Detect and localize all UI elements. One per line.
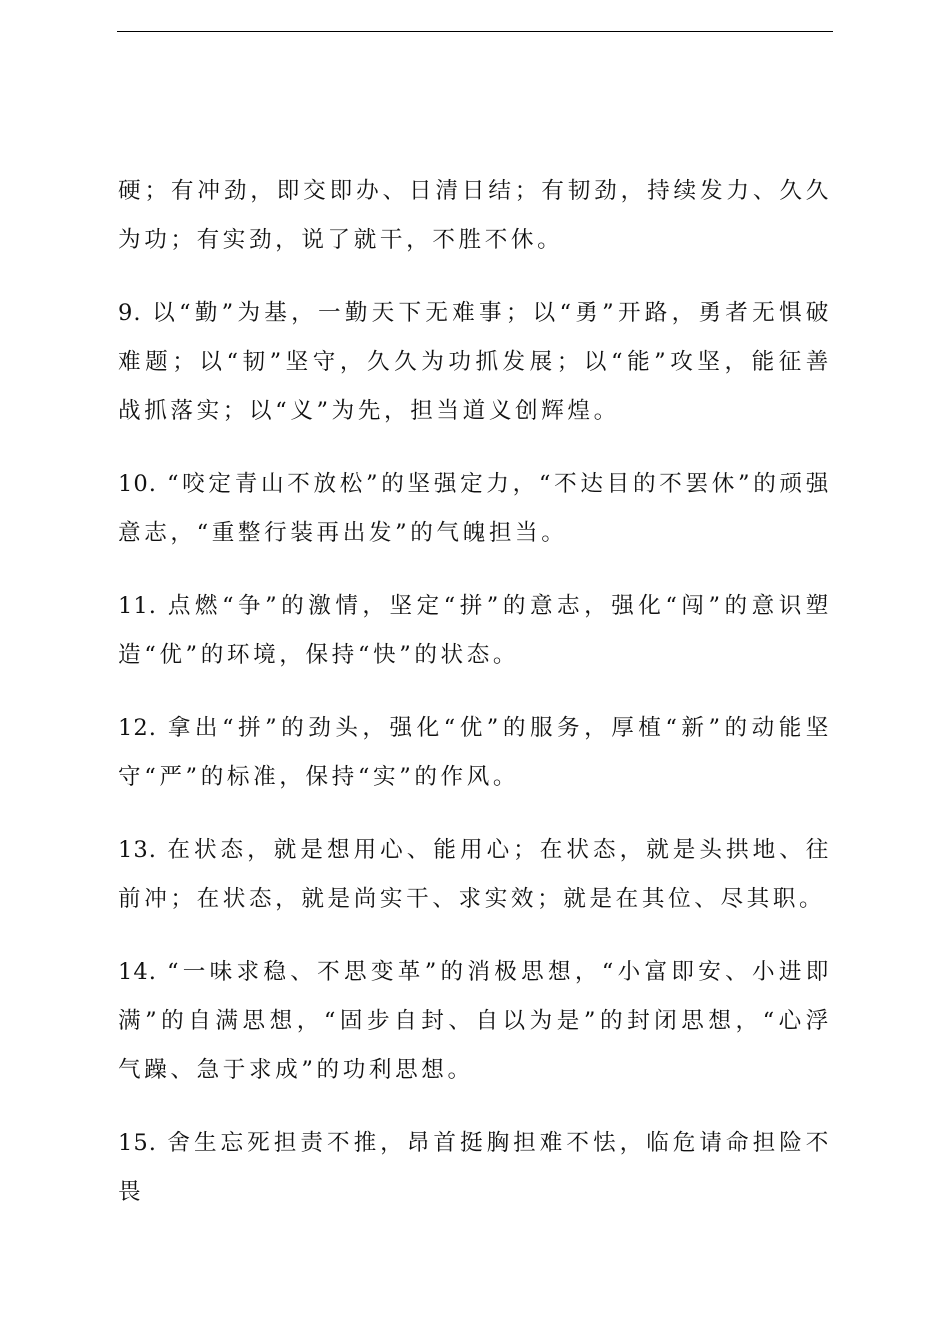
paragraph-13 [118, 826, 832, 924]
paragraph-number: 15. [118, 1130, 157, 1156]
paragraph-10 [118, 460, 832, 558]
paragraph-text: 舍生忘死担责不推，昂首挺胸担难不怯，临危请命担险不畏 [118, 1130, 832, 1205]
paragraph-text: 硬；有冲劲，即交即办、日清日结；有韧劲，持续发力、久久为功；有实劲，说了就干，不胜不休。 [118, 178, 832, 253]
paragraph-text: “咬定青山不放松”的坚强定力，“不达目的不罢休”的顽强意志，“重整行装再出发”的气魄担当。 [118, 471, 832, 546]
paragraph-text: 在状态，就是想用心、能用心；在状态，就是头拱地、往前冲；在状态，就是尚实干、求实效；就是在其位、尽其职。 [118, 837, 832, 912]
paragraph-number: 10. [118, 471, 157, 497]
paragraph-text: 以“勤”为基，一勤天下无难事；以“勇”开路，勇者无惧破难题；以“韧”坚守，久久为功抓发展；以“能”攻坚，能征善战抓落实；以“义”为先，担当道义创辉煌。 [118, 300, 832, 424]
paragraph-text: 拿出“拼”的劲头，强化“优”的服务，厚植“新”的动能坚守“严”的标准，保持“实”的作风。 [118, 715, 832, 790]
paragraph-number: 14. [118, 959, 157, 985]
paragraph-text: 点燃“争”的激情，坚定“拼”的意志，强化“闯”的意识塑造“优”的环境，保持“快”的状态。 [118, 593, 832, 668]
paragraph-text: “一味求稳、不思变革”的消极思想，“小富即安、小进即满”的自满思想，“固步自封、自以为是”的封闭思想，“心浮气躁、急于求成”的功利思想。 [118, 959, 832, 1083]
paragraph-9 [118, 289, 832, 436]
header-rule [117, 31, 833, 32]
paragraph-number: 12. [118, 715, 157, 741]
paragraph-number: 13. [118, 837, 157, 863]
paragraph-number: 9. [118, 300, 142, 326]
paragraph-12 [118, 704, 832, 802]
document-body [118, 167, 832, 1241]
paragraph-14 [118, 948, 832, 1095]
paragraph-number: 11. [118, 593, 157, 619]
paragraph-continued [118, 167, 832, 265]
paragraph-11 [118, 582, 832, 680]
paragraph-15 [118, 1119, 832, 1217]
